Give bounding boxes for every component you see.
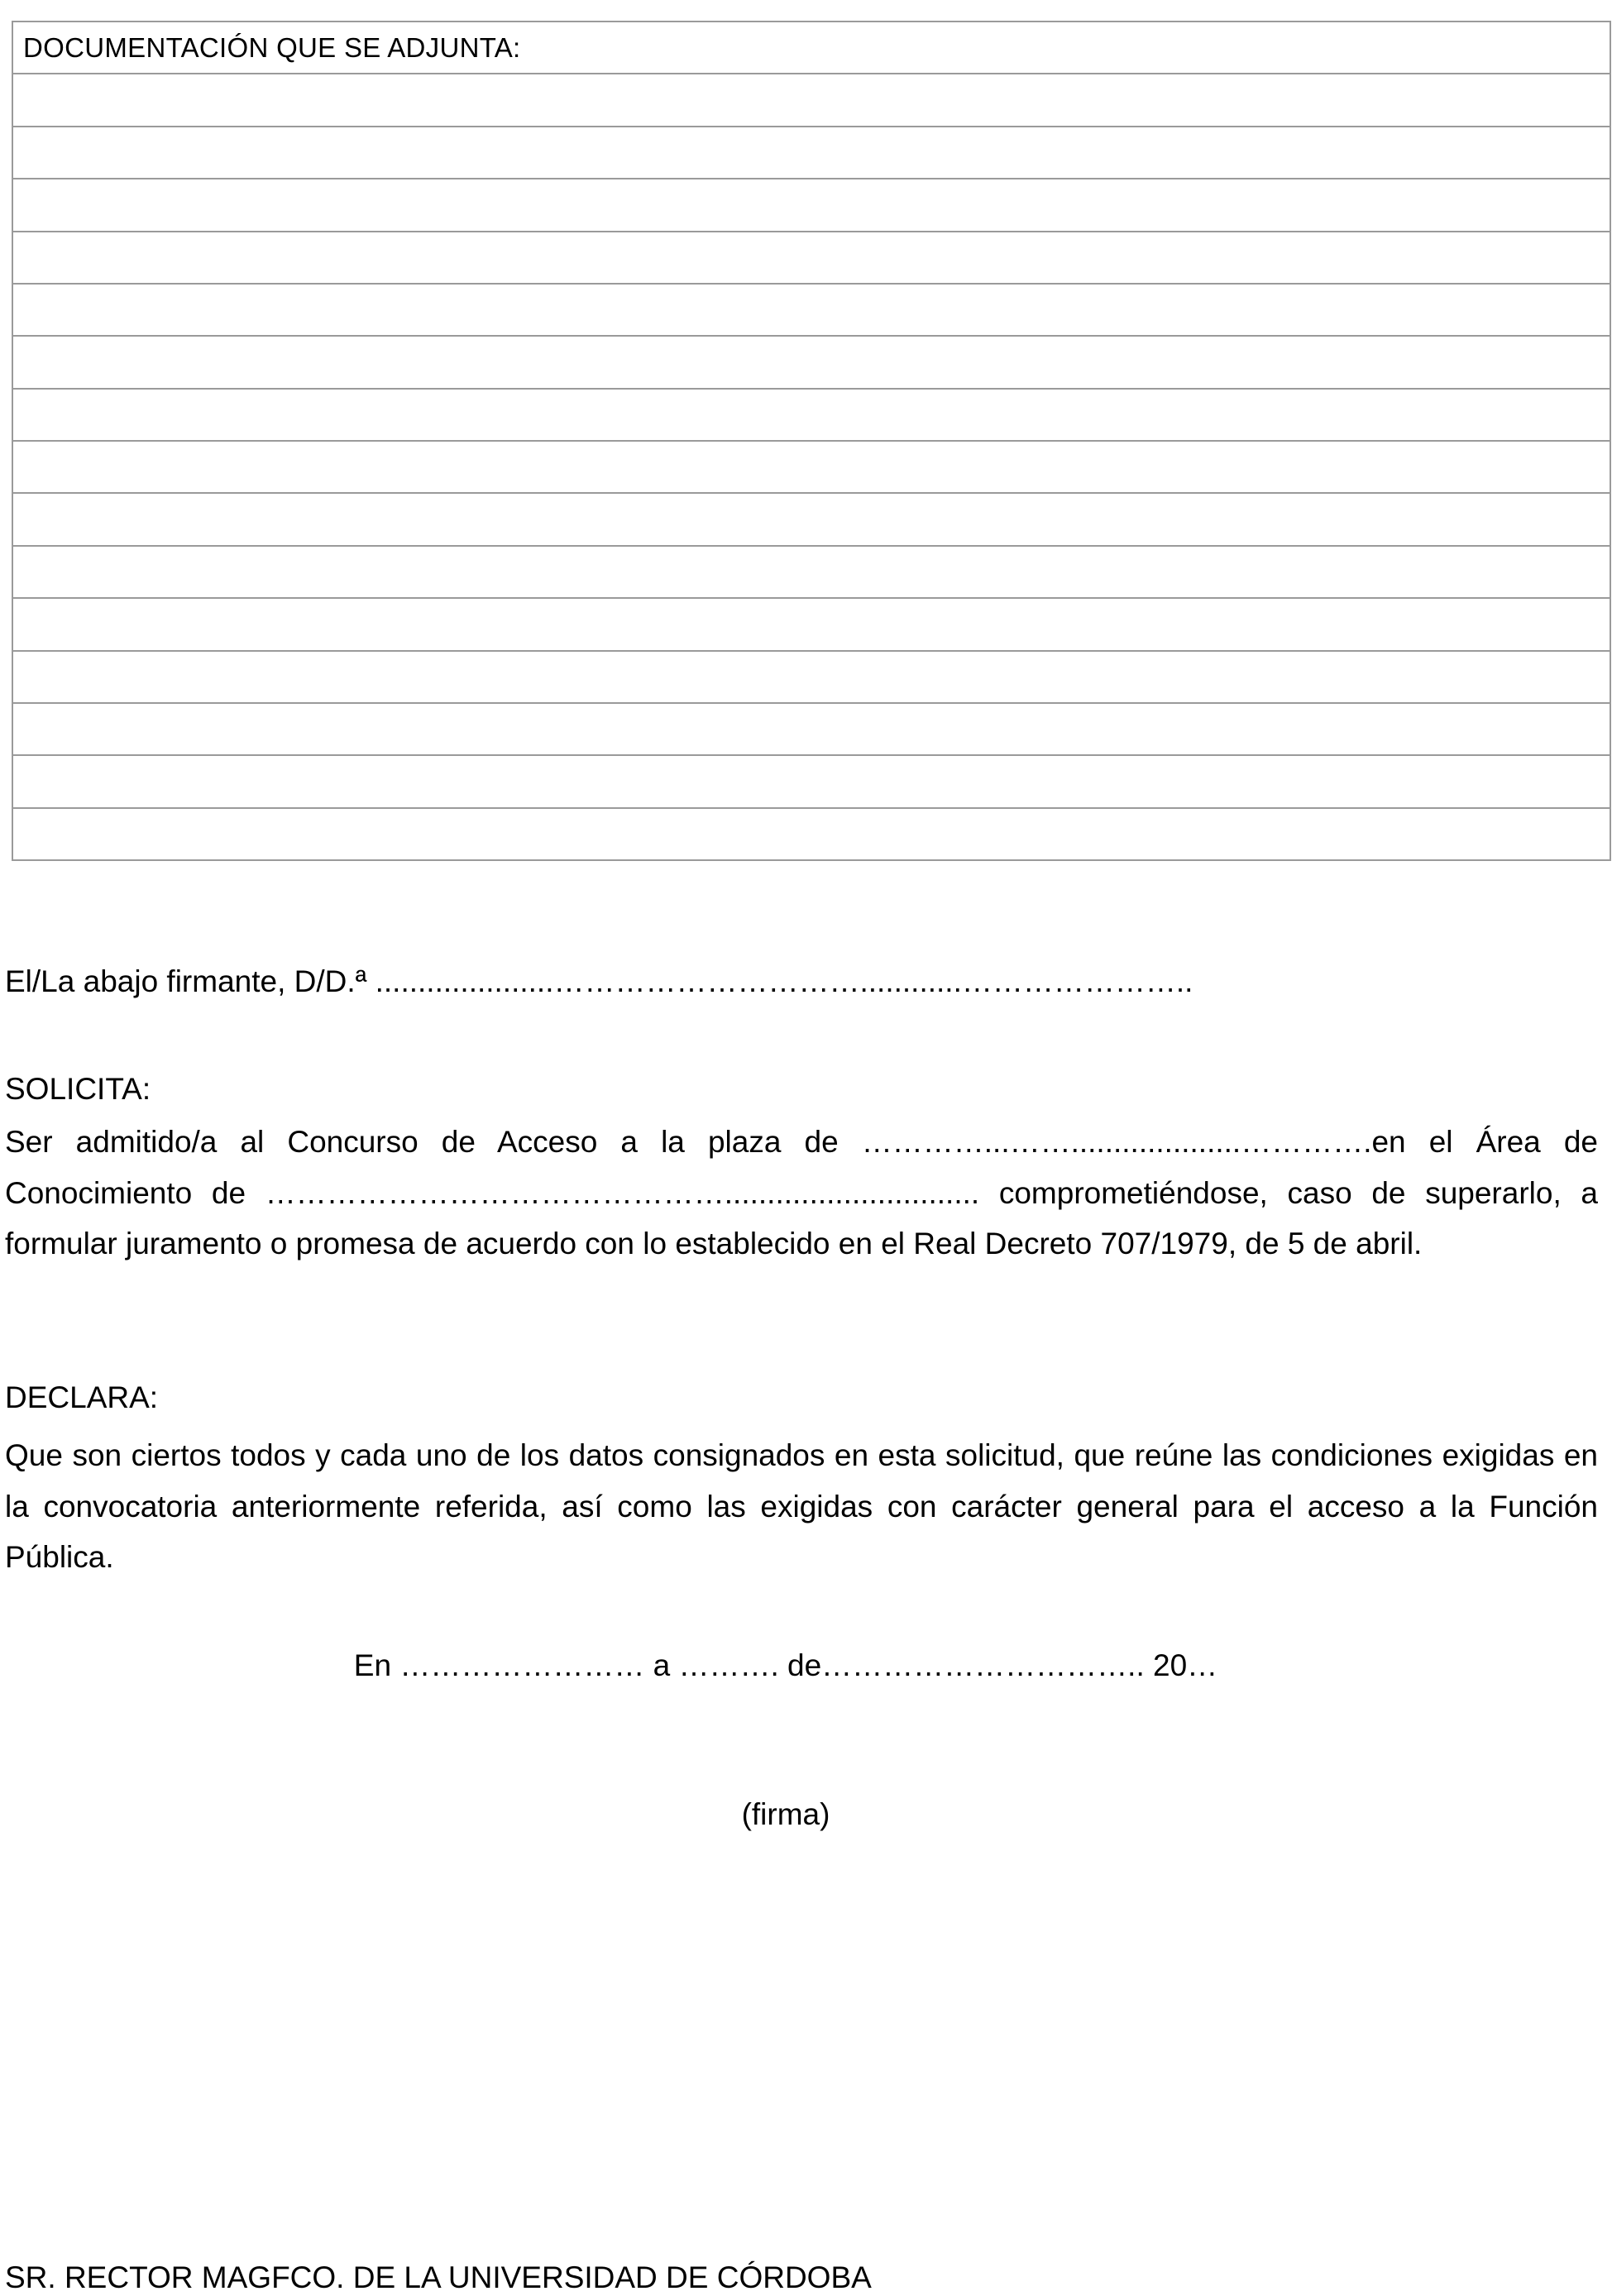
documentation-blank-row[interactable] [13, 179, 1610, 232]
documentation-blank-row[interactable] [13, 232, 1610, 285]
declara-line-3: acceso a la Función Pública. [5, 1489, 1598, 1574]
documentation-blank-row[interactable] [13, 756, 1610, 808]
documentation-blank-row[interactable] [13, 599, 1610, 651]
documentation-blank-row[interactable] [13, 337, 1610, 389]
documentation-blank-row[interactable] [13, 809, 1610, 859]
signer-line: El/La abajo firmante, D/D.ª .....................…………………………............………………….. [5, 964, 1193, 998]
documentation-blank-row[interactable] [13, 494, 1610, 546]
documentation-blank-row[interactable] [13, 652, 1610, 704]
solicita-line-2: Conocimiento de ……………………………………….............................. comprometiéndose, caso de [5, 1175, 1406, 1210]
documentation-blank-row[interactable] [13, 390, 1610, 442]
documentation-blank-row[interactable] [13, 285, 1610, 337]
declara-paragraph [5, 1430, 1598, 1583]
place-date-line: En …………………… a ………. de………………………….. 20… [353, 1648, 1218, 1682]
documentation-blank-row[interactable] [13, 547, 1610, 599]
declara-line-1: Que son ciertos todos y cada uno de los datos consignados en esta solicitud, que reúne las condiciones [5, 1438, 1433, 1472]
documentation-blank-row[interactable] [13, 74, 1610, 127]
documentation-header: DOCUMENTACIÓN QUE SE ADJUNTA: [13, 22, 1610, 74]
solicita-line-3: superarlo, a formular juramento o promesa de acuerdo con lo establecido en el Real Decreto 707/1979, de [5, 1175, 1599, 1260]
signature-label: (firma) [741, 1797, 830, 1831]
declara-line-2: exigidas en la convocatoria anteriormente referida, así como las exigidas con carácter general para el [5, 1438, 1598, 1523]
solicita-heading: SOLICITA: [5, 1072, 151, 1106]
documentation-blank-row[interactable] [13, 704, 1610, 756]
addressee: SR. RECTOR MAGFCO. DE LA UNIVERSIDAD DE CÓRDOBA [5, 2260, 872, 2294]
documentation-blank-row[interactable] [13, 127, 1610, 179]
declara-heading: DECLARA: [5, 1380, 159, 1414]
solicita-line-4: 5 de abril. [1287, 1227, 1423, 1260]
solicita-paragraph [5, 1117, 1598, 1270]
solicita-line-1: Ser admitido/a al Concurso de Acceso a la plaza de …………...……....................………….en el Área de [5, 1125, 1598, 1159]
documentation-blank-row[interactable] [13, 442, 1610, 494]
documentation-table [12, 21, 1611, 861]
